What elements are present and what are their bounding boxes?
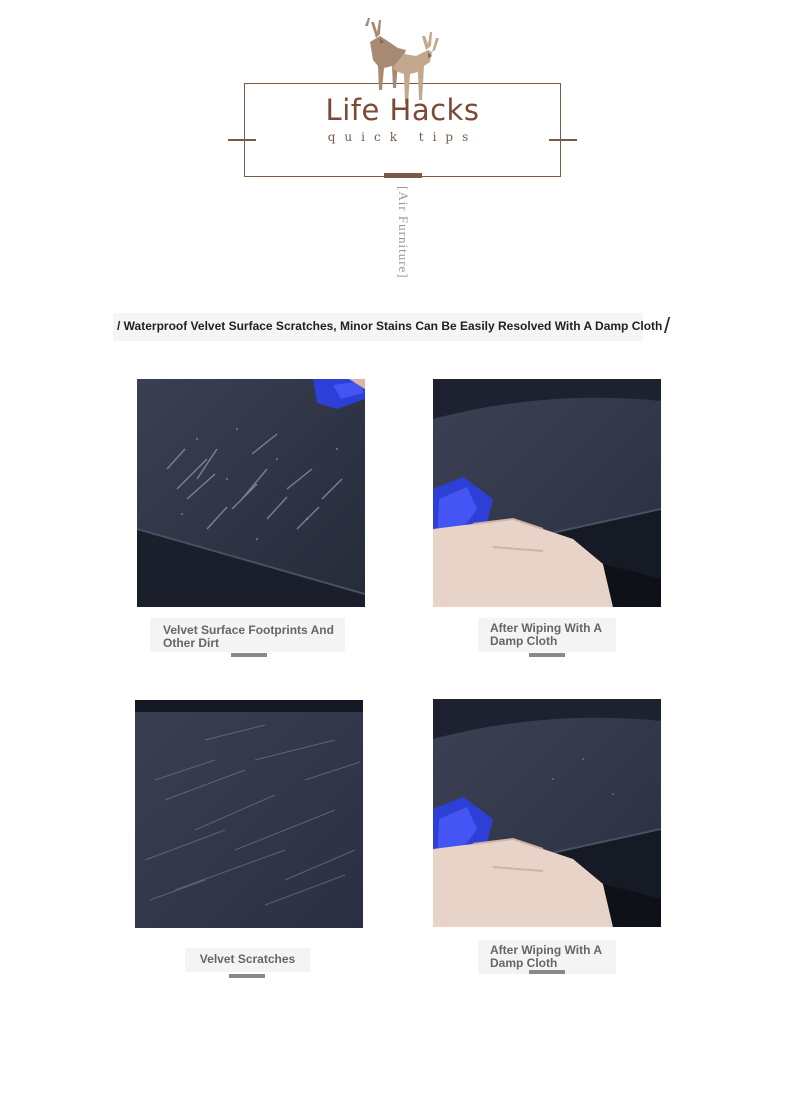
vertical-tag: [Air Furniture]: [396, 186, 411, 279]
caption-underline: [529, 653, 565, 657]
caption-after-wiping-2: After Wiping With A Damp Cloth: [490, 943, 602, 970]
photo-velvet-scratches: [135, 700, 363, 928]
photo-after-wiping-2: [433, 699, 661, 927]
page-title: Life Hacks: [325, 93, 480, 127]
photo-after-wiping-1: [433, 379, 661, 607]
caption-after-wiping-1: After Wiping With A Damp Cloth: [490, 621, 602, 648]
photo-velvet-dirt: [137, 379, 365, 607]
page-subtitle: quick tips: [327, 130, 478, 144]
caption-underline: [529, 970, 565, 974]
tagline: / Waterproof Velvet Surface Scratches, Minor Stains Can Be Easily Resolved With A Damp Cloth: [113, 313, 643, 341]
tagline-slash: /: [664, 313, 671, 338]
caption-underline: [229, 974, 265, 978]
caption-velvet-scratches: Velvet Scratches: [199, 952, 296, 966]
caption-underline: [231, 653, 267, 657]
caption-velvet-dirt: Velvet Surface Footprints And Other Dirt: [163, 623, 334, 650]
header-frame-tab: [384, 173, 422, 178]
